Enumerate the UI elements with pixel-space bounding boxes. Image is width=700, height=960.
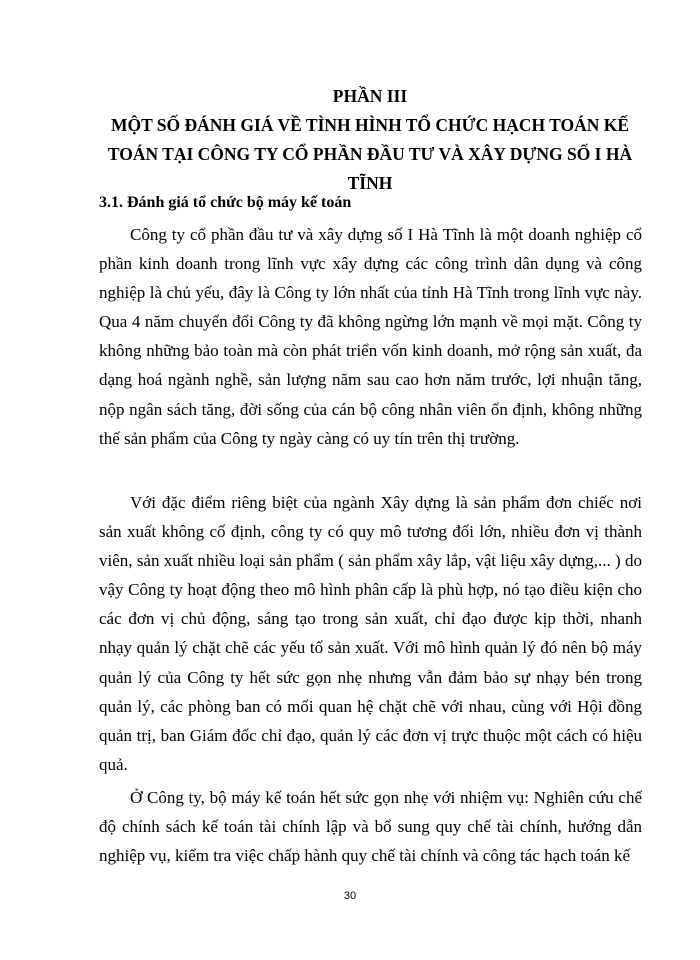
chapter-title-line-1: MỘT SỐ ĐÁNH GIÁ VỀ TÌNH HÌNH TỔ CHỨC HẠCH TOÁN KẾ [110,115,630,135]
chapter-title-line-2: TOÁN TẠI CÔNG TY CỔ PHẦN ĐẦU TƯ VÀ XÂY DỰNG SỐ I HÀ [107,144,633,164]
part-label: PHẦN III [332,86,408,106]
body-paragraph: Công ty cổ phần đầu tư và xây dựng số I Hà Tĩnh là một doanh nghiệp cổ phần kinh doanh trong lĩnh vực xây dựng các công trình dân dụng và công nghiệp là chủ yếu, đây là Công ty lớn nhất của tỉnh Hà Tĩnh trong lĩnh vực này. Qua 4 năm chuyển đổi Công ty đã không ngừng lớn mạnh về mọi mặt. Công ty không những bảo toàn mà còn phát triển vốn kinh doanh, mở rộng sản xuất, đa dạng hoá ngành nghề, sản lượng năm sau cao hơn năm trước, lợi nhuận tăng, nộp ngân sách tăng, đời sống của cán bộ công nhân viên ổn định, không những thế sản phẩm của Công ty ngày càng có uy tín trên thị trường. [99,225,642,448]
body-paragraph: Với đặc điểm riêng biệt của ngành Xây dựng là sản phẩm đơn chiếc nơi sản xuất không cố định, công ty có quy mô tương đối lớn, nhiều đơn vị thành viên, sản xuất nhiều loại sản phẩm ( sản phẩm xây lắp, vật liệu xây dựng,... ) do vậy Công ty hoạt động theo mô hình phân cấp là phù hợp, nó tạo điều kiện cho các đơn vị chủ động, sáng tạo trong sản xuất, chỉ đạo được kịp thời, nhanh nhạy quản lý chặt chẽ các yếu tố sản xuất. Với mô hình quản lý đó nên bộ máy quản lý của Công ty hết sức gọn nhẹ nhưng vẫn đảm bảo sự nhạy bén trong quản lý, các phòng ban có mối quan hệ chặt chẽ với nhau, cùng với Hội đồng quản trị, ban Giám đốc chỉ đạo, quản lý các đơn vị trực thuộc một cách có hiệu quả. [99,493,642,774]
body-paragraph: Ở Công ty, bộ máy kế toán hết sức gọn nhẹ với nhiệm vụ: Nghiên cứu chế độ chính sách kế toán tài chính lập và bổ sung quy chế tài chính, hướng dẫn nghiệp vụ, kiểm tra việc chấp hành quy chế tài chính và công tác hạch toán kế [99,788,642,866]
chapter-heading [90,82,650,198]
chapter-title-line-3: TĨNH [347,173,393,193]
page-number: 30 [343,890,357,902]
section-title: 3.1. Đánh giá tổ chức bộ máy kế toán [99,194,352,211]
